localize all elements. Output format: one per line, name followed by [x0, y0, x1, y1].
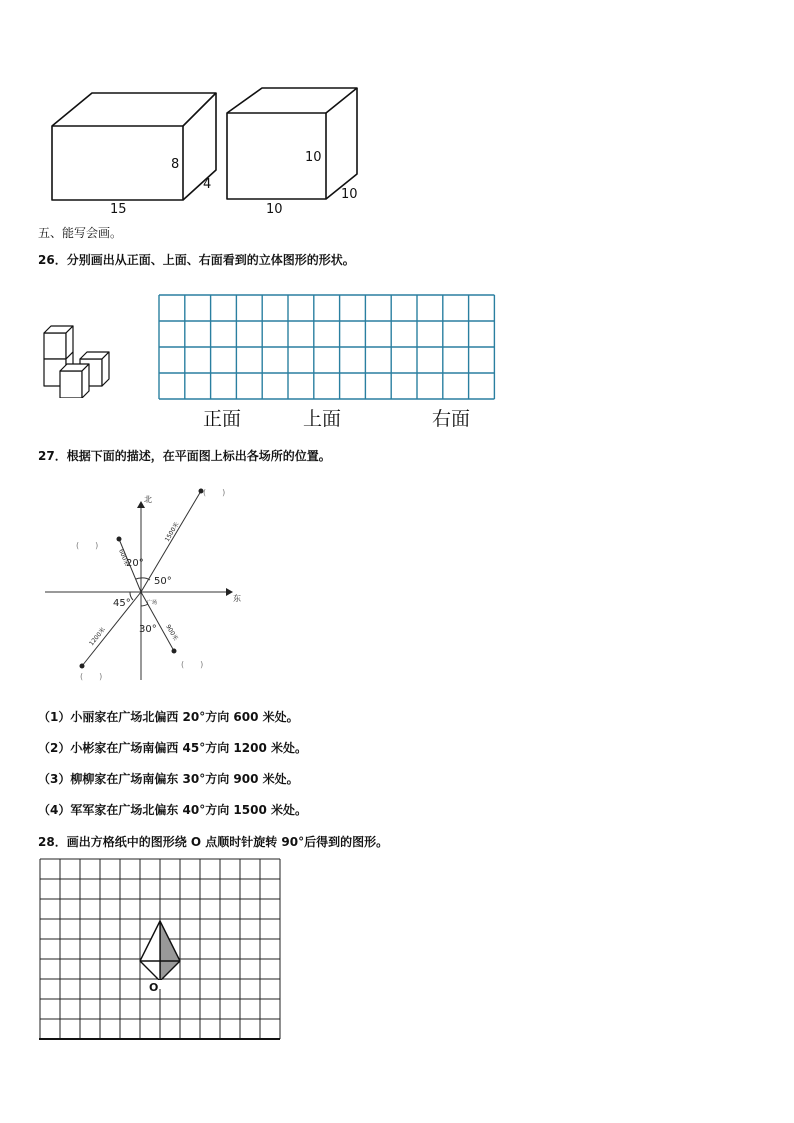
cuboid-1-length-label: 15 — [110, 202, 127, 217]
cuboid-2-side — [326, 88, 357, 199]
point-o-label: O — [149, 981, 159, 994]
answer-blank-liuliu[interactable]: ( ) — [181, 660, 204, 669]
point-liuliu — [172, 649, 177, 654]
view-grid-q26[interactable] — [157, 293, 497, 401]
angle-50-label: 50° — [154, 576, 172, 587]
section-5-title: 五、能写会画。 — [38, 226, 123, 240]
question-28-title: 28．画出方格纸中的图形绕 O 点顺时针旋转 90°后得到的图形。 — [38, 835, 389, 849]
point-xiaobin — [80, 664, 85, 669]
dist-600-label: 600米 — [117, 548, 131, 567]
angle-20-label: 20° — [126, 558, 144, 569]
ray-southeast-30 — [141, 592, 174, 651]
view-label-right: 右面 — [432, 408, 471, 430]
point-xiaoli — [117, 537, 122, 542]
cuboid-1-depth-label: 4 — [203, 177, 212, 192]
question-26-title: 26．分别画出从正面、上面、右面看到的立体图形的形状。 — [38, 253, 355, 267]
cuboid-2-length-label: 10 — [266, 202, 283, 217]
ray-southwest-45 — [82, 592, 141, 666]
cuboid-1-top — [52, 93, 216, 126]
q27-item-3: （3）柳柳家在广场南偏东 30°方向 900 米处。 — [38, 772, 299, 786]
cuboid-1-front — [52, 126, 183, 200]
cuboid-2-top — [227, 88, 357, 113]
view-label-top: 上面 — [303, 408, 342, 430]
cuboids-figure — [40, 82, 370, 220]
kite-shape — [140, 921, 180, 981]
answer-blank-junjun[interactable]: ( ) — [203, 488, 226, 497]
angle-45-label: 45° — [113, 598, 131, 609]
cuboid-2-depth-label: 10 — [341, 187, 358, 202]
plaza-label: 广场 — [147, 600, 158, 606]
cubes-figure — [38, 320, 114, 398]
dist-900-label: 900米 — [164, 623, 180, 643]
answer-blank-xiaoli[interactable]: ( ) — [76, 541, 99, 550]
dist-1500-label: 1500米 — [163, 521, 181, 544]
q27-item-2: （2）小彬家在广场南偏西 45°方向 1200 米处。 — [38, 741, 307, 755]
cuboid-2-height-label: 10 — [305, 150, 322, 165]
angle-30-label: 30° — [139, 624, 157, 635]
dist-1200-label: 1200米 — [88, 626, 107, 648]
direction-diagram — [40, 480, 260, 685]
cuboid-1-height-label: 8 — [171, 157, 180, 172]
north-label: 北 — [144, 495, 152, 504]
east-label: 东 — [233, 594, 241, 603]
q27-item-1: （1）小丽家在广场北偏西 20°方向 600 米处。 — [38, 710, 299, 724]
q27-item-4: （4）军军家在广场北偏东 40°方向 1500 米处。 — [38, 803, 307, 817]
view-label-front: 正面 — [203, 408, 242, 430]
question-27-title: 27．根据下面的描述，在平面图上标出各场所的位置。 — [38, 449, 331, 463]
rotation-grid-q28[interactable] — [38, 857, 283, 1043]
answer-blank-xiaobin[interactable]: ( ) — [80, 672, 103, 681]
